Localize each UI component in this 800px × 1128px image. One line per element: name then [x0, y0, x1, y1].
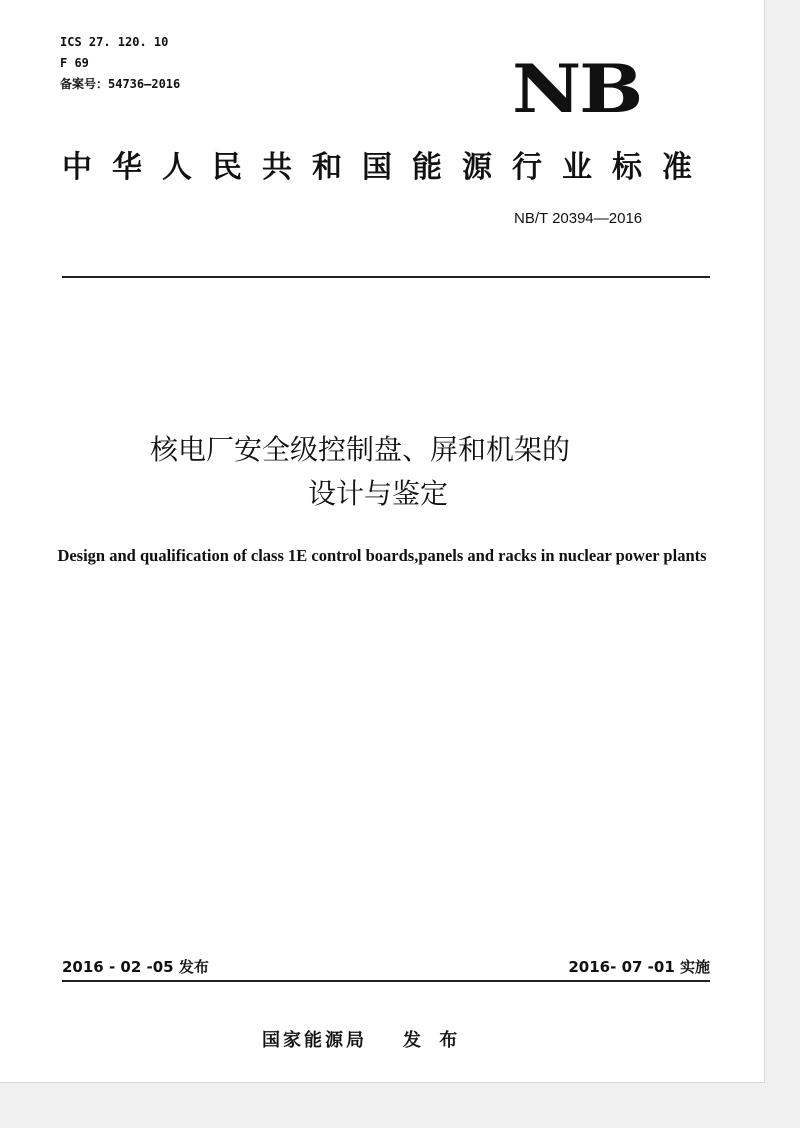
issue-date: 2016 - 02 -05 发布 — [62, 958, 209, 976]
nb-logo: NB — [512, 50, 641, 128]
publisher-name: 国家能源局 — [262, 1030, 367, 1051]
header-divider — [62, 276, 710, 278]
title-zh-line2: 设计与鉴定 — [307, 477, 448, 510]
publisher-action: 发 布 — [403, 1030, 464, 1051]
title-zh-line1: 核电厂安全级控制盘、屏和机架的 — [149, 433, 570, 466]
standard-meta — [60, 32, 180, 95]
class-code: F 69 — [60, 56, 89, 70]
publisher-line — [262, 1028, 463, 1054]
document-title-zh — [0, 428, 764, 516]
effective-date: 2016- 07 -01 实施 — [568, 958, 710, 976]
issuing-organization: 中华人民共和国能源行业标准 — [62, 150, 712, 185]
document-title-en: Design and qualification of class 1E control boards,panels and racks in nuclear power plants — [57, 546, 707, 565]
filing-number: 备案号：54736—2016 — [60, 77, 181, 91]
footer-divider — [62, 980, 710, 982]
ics-code: ICS 27. 120. 10 — [60, 35, 169, 49]
standard-number: NB/T 20394—2016 — [514, 210, 643, 227]
